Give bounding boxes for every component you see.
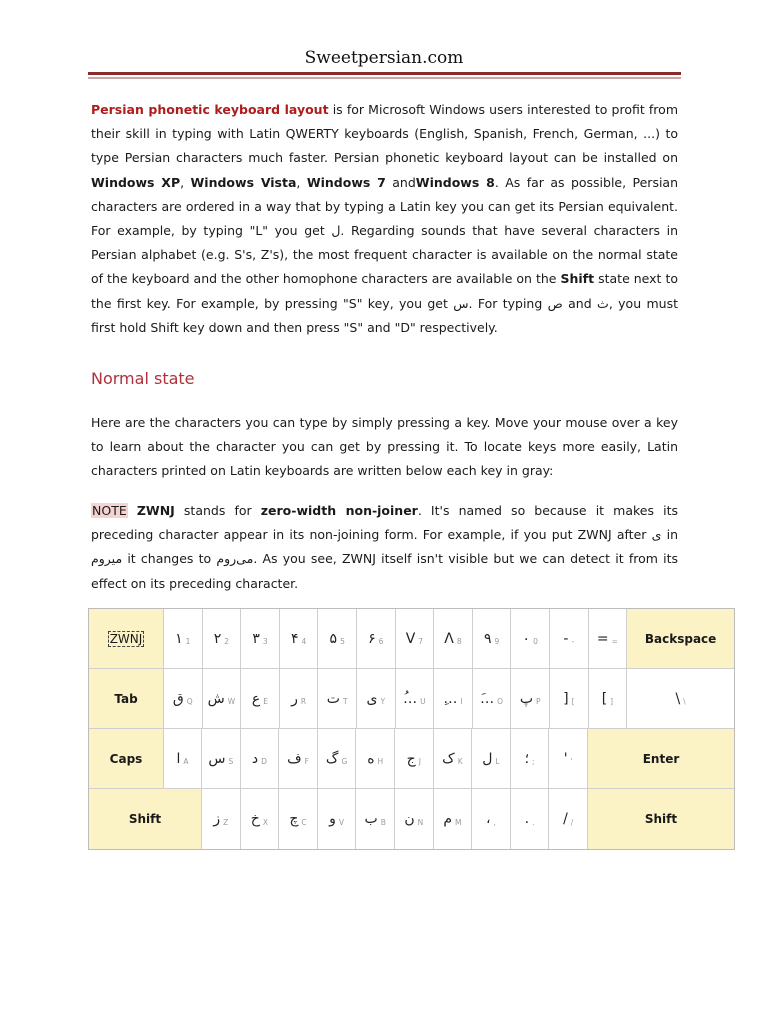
key[interactable] bbox=[434, 729, 473, 789]
key-latin-label: X bbox=[262, 817, 268, 827]
key-char: خ bbox=[250, 811, 260, 827]
key-shift[interactable] bbox=[588, 789, 734, 849]
key-char: ی bbox=[366, 690, 378, 707]
key-char: \ bbox=[675, 690, 681, 707]
key[interactable] bbox=[280, 609, 319, 669]
key[interactable] bbox=[164, 669, 203, 729]
key[interactable] bbox=[473, 669, 512, 729]
key-latin-label: 8 bbox=[456, 637, 462, 646]
key[interactable] bbox=[357, 669, 396, 729]
key[interactable] bbox=[279, 789, 318, 849]
key-latin-label: M bbox=[454, 817, 462, 827]
key-char: ل bbox=[482, 750, 493, 767]
key-shift[interactable] bbox=[89, 789, 202, 849]
key-latin-label: 3 bbox=[262, 637, 268, 646]
key-latin-label: , bbox=[493, 817, 496, 827]
intro-text: is for Microsoft Windows users interested to profit from their skill in typing with Latin QWERTY keyboards (English, Spanish, French, German, ...) to type Persian characters much faster. Persian phonetic keyboard layout can be installed on bbox=[91, 102, 678, 166]
key-latin-label: O bbox=[497, 697, 504, 706]
key[interactable] bbox=[318, 729, 357, 789]
key[interactable] bbox=[473, 609, 512, 669]
key[interactable] bbox=[318, 669, 357, 729]
key-char: Λ bbox=[444, 630, 454, 647]
note-paragraph bbox=[91, 499, 678, 596]
key[interactable] bbox=[434, 669, 473, 729]
key-char: …ُ bbox=[403, 690, 418, 707]
key-char: ه bbox=[367, 750, 375, 767]
key-latin-label: F bbox=[304, 757, 309, 766]
key-char: ' bbox=[563, 750, 568, 767]
intro-bold: Windows Vista bbox=[190, 174, 297, 190]
key-char: ن bbox=[404, 811, 415, 827]
key-latin-label: 2 bbox=[224, 637, 230, 646]
note-tag: NOTE bbox=[92, 503, 127, 518]
intro-text: state next to the first key. For example, by pressing "S" key, you get س. For typing ص and ث, you must first hold Shift key down and then press "S" and "D" respectively. bbox=[91, 271, 679, 335]
intro-text: . As far as possible, Persian characters are ordered in a way that by typing a Latin key you can get its Persian equivalent. For example, by typing "L" you get ل. Regarding sounds that have several characters in Persian alphabet (e.g. S's, Z's), the most frequent character is available on the normal state of the keyboard and the other homophone characters are available on the bbox=[91, 174, 679, 287]
key-label: Backspace bbox=[644, 631, 717, 646]
key[interactable] bbox=[164, 729, 202, 789]
key-char: ؛ bbox=[524, 750, 530, 767]
key-latin-label: L bbox=[495, 757, 500, 766]
key-char: ش bbox=[207, 690, 225, 707]
key-zwnj[interactable] bbox=[89, 609, 164, 669]
key-char: ۵ bbox=[329, 630, 338, 647]
key[interactable] bbox=[589, 609, 628, 669]
key-char: ب bbox=[364, 811, 378, 827]
key[interactable] bbox=[511, 789, 550, 849]
key-char: ۳ bbox=[252, 630, 260, 647]
key-latin-label: 1 bbox=[185, 637, 191, 646]
key[interactable] bbox=[549, 729, 588, 789]
key[interactable] bbox=[241, 609, 280, 669]
key-latin-label: Q bbox=[186, 697, 193, 706]
key-latin-label: 0 bbox=[533, 637, 538, 646]
key-latin-label: 6 bbox=[378, 637, 384, 646]
key-char: س bbox=[208, 750, 226, 767]
header-rule-light bbox=[88, 77, 681, 79]
key[interactable] bbox=[396, 609, 435, 669]
key-latin-label: \ bbox=[683, 697, 686, 706]
key-char: ق bbox=[172, 690, 184, 707]
key-latin-label: Y bbox=[380, 697, 386, 706]
key-char: م bbox=[443, 811, 452, 827]
key-char: د bbox=[251, 750, 259, 767]
key[interactable] bbox=[241, 729, 280, 789]
key-tab[interactable] bbox=[89, 669, 164, 729]
key[interactable] bbox=[318, 789, 357, 849]
key-latin-label: - bbox=[571, 637, 575, 646]
key[interactable] bbox=[279, 729, 318, 789]
key-char: پ bbox=[519, 690, 534, 707]
key-latin-label: = bbox=[611, 637, 618, 646]
key-char: = bbox=[596, 630, 609, 647]
key-latin-label: 4 bbox=[301, 637, 307, 646]
intro-text: and bbox=[385, 174, 416, 190]
key-char: ا bbox=[176, 750, 181, 767]
key-char: ز bbox=[213, 811, 221, 827]
key-latin-label: C bbox=[301, 817, 307, 827]
key-latin-label: E bbox=[263, 697, 269, 706]
key[interactable] bbox=[318, 609, 357, 669]
instructions-text: Here are the characters you can type by simply pressing a key. Move your mouse over a key to learn about the character you can get by pressing it. To locate keys more easily, Latin characters printed on Latin keyboards are written below each key in gray: bbox=[91, 415, 678, 479]
key[interactable] bbox=[550, 669, 589, 729]
key[interactable] bbox=[357, 609, 396, 669]
key[interactable] bbox=[434, 789, 473, 849]
key[interactable] bbox=[511, 609, 550, 669]
key-char: …َ bbox=[480, 690, 495, 707]
key[interactable] bbox=[511, 729, 550, 789]
key[interactable] bbox=[241, 789, 280, 849]
key-latin-label: N bbox=[417, 817, 424, 827]
key-char: و bbox=[329, 811, 336, 827]
key-char: ۲ bbox=[213, 630, 222, 647]
key[interactable] bbox=[356, 789, 395, 849]
key[interactable] bbox=[396, 669, 435, 729]
note-term: ZWNJ bbox=[136, 503, 175, 518]
note-bold: zero-width non-joiner bbox=[260, 503, 418, 518]
key[interactable] bbox=[280, 669, 319, 729]
key[interactable] bbox=[203, 609, 242, 669]
key-caps[interactable] bbox=[89, 729, 164, 789]
intro-bold: Windows XP bbox=[91, 174, 181, 190]
key-latin-label: W bbox=[227, 697, 236, 706]
key-latin-label: ' bbox=[570, 757, 573, 766]
key-char: ۰ bbox=[522, 630, 531, 647]
key-latin-label: . bbox=[532, 817, 535, 827]
key-char: ۱ bbox=[175, 630, 183, 647]
key-char: گ bbox=[325, 750, 339, 767]
key[interactable] bbox=[550, 609, 589, 669]
key-latin-label: I bbox=[460, 697, 463, 706]
section-heading: Normal state bbox=[91, 369, 195, 388]
key-latin-label: G bbox=[341, 757, 348, 766]
key-latin-label: [ bbox=[571, 697, 575, 706]
intro-paragraph bbox=[91, 98, 678, 340]
key-label: Shift bbox=[644, 812, 678, 826]
key-latin-label: 7 bbox=[418, 637, 424, 646]
key-label: Caps bbox=[109, 751, 143, 766]
key-latin-label: Z bbox=[223, 817, 229, 827]
intro-bold: Windows 8 bbox=[415, 174, 495, 190]
key-char: V bbox=[405, 630, 416, 647]
key-latin-label: ; bbox=[532, 757, 535, 766]
key[interactable] bbox=[202, 789, 241, 849]
intro-bold: Shift bbox=[560, 271, 595, 287]
note-text: stands for bbox=[174, 503, 261, 518]
key[interactable] bbox=[395, 789, 434, 849]
key-char: ت bbox=[326, 690, 340, 707]
key-char: ، bbox=[486, 811, 491, 827]
keyboard-layout bbox=[88, 608, 735, 850]
key-latin-label: A bbox=[183, 757, 189, 766]
key-latin-label: B bbox=[380, 817, 386, 827]
key[interactable] bbox=[395, 729, 434, 789]
key-char: ج bbox=[406, 750, 416, 767]
key-latin-label: / bbox=[570, 817, 574, 827]
key-char: / bbox=[563, 811, 568, 827]
key-char: [ bbox=[601, 690, 608, 707]
key[interactable] bbox=[472, 729, 511, 789]
key-latin-label: U bbox=[420, 697, 426, 706]
key[interactable] bbox=[627, 669, 734, 729]
instructions-paragraph bbox=[91, 411, 678, 484]
key-latin-label: S bbox=[228, 757, 234, 766]
key[interactable] bbox=[202, 729, 241, 789]
key-latin-label: T bbox=[342, 697, 348, 706]
intro-text: , bbox=[180, 174, 191, 190]
key-enter[interactable] bbox=[588, 729, 734, 789]
key-latin-label: R bbox=[300, 697, 307, 706]
key-char: ک bbox=[442, 750, 455, 767]
key[interactable] bbox=[203, 669, 242, 729]
key-char: ر bbox=[291, 690, 298, 707]
key[interactable] bbox=[589, 669, 628, 729]
key-char: چ bbox=[289, 811, 299, 827]
key-char: ۴ bbox=[290, 630, 299, 647]
key-char: ] bbox=[563, 690, 569, 707]
key-char: ۹ bbox=[483, 630, 492, 647]
site-title: Sweetpersian.com bbox=[304, 48, 464, 68]
key-char: ع bbox=[251, 690, 261, 707]
key-latin-label: H bbox=[377, 757, 384, 766]
key-latin-label: 9 bbox=[494, 637, 500, 646]
key-latin-label: J bbox=[418, 757, 421, 766]
key-latin-label: 5 bbox=[340, 637, 345, 646]
key-label: ZWNJ bbox=[109, 631, 143, 646]
key-latin-label: ] bbox=[610, 697, 614, 706]
intro-lead: Persian phonetic keyboard layout bbox=[91, 102, 329, 117]
key-label: Tab bbox=[114, 691, 138, 706]
key-label: Shift bbox=[128, 812, 162, 826]
intro-bold: Windows 7 bbox=[306, 174, 386, 190]
key-char: …ِ bbox=[443, 690, 458, 707]
key-latin-label: P bbox=[536, 697, 541, 706]
key[interactable] bbox=[241, 669, 280, 729]
key[interactable] bbox=[472, 789, 511, 849]
key-char: - bbox=[563, 630, 569, 647]
key-latin-label: K bbox=[457, 757, 463, 766]
key-latin-label: V bbox=[338, 817, 345, 827]
key-char: ۶ bbox=[368, 630, 376, 647]
key-char: ف bbox=[287, 750, 302, 767]
key[interactable] bbox=[164, 609, 203, 669]
key-latin-label: D bbox=[261, 757, 267, 766]
note-text: . It's named so because it makes its preceding character appear in its non-joining form. For example, if you put ZWNJ after ی in میروم it changes to می‌روم. As you see, ZWNJ itself isn't visible but we can detect it from its effect on its preceding character. bbox=[91, 503, 678, 591]
key[interactable] bbox=[434, 609, 473, 669]
intro-text: , bbox=[296, 174, 307, 190]
header-rule bbox=[88, 72, 681, 75]
key-char: . bbox=[524, 811, 530, 827]
key-label: Enter bbox=[642, 751, 680, 766]
key[interactable] bbox=[549, 789, 588, 849]
key-backspace[interactable] bbox=[627, 609, 734, 669]
key[interactable] bbox=[356, 729, 395, 789]
key[interactable] bbox=[511, 669, 550, 729]
